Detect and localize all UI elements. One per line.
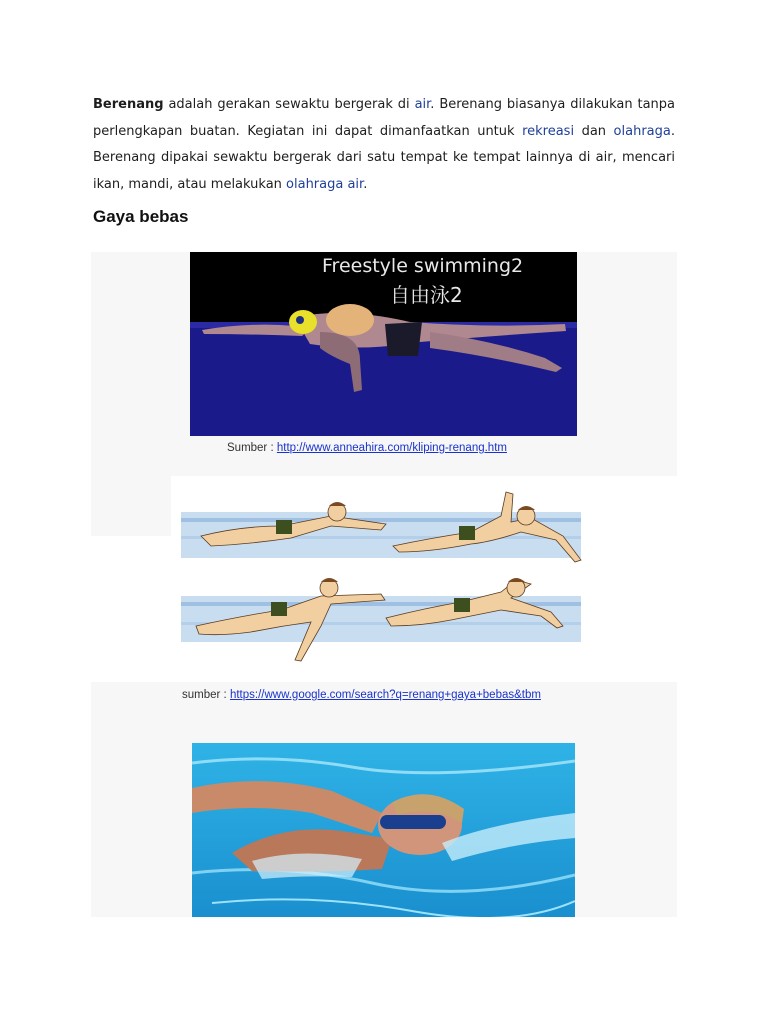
- swimmer-photo: [192, 743, 575, 917]
- figure2-source-link[interactable]: https://www.google.com/search?q=renang+gaya+bebas&tbm: [229, 689, 541, 701]
- figure1-caption: [227, 442, 507, 454]
- freestyle-sequence-illustration: [171, 476, 586, 679]
- paragraph-text-1: adalah gerakan sewaktu bergerak di: [163, 97, 415, 112]
- link-rekreasi[interactable]: rekreasi: [522, 123, 575, 139]
- intro-paragraph: [93, 92, 675, 198]
- freestyle-swimming-image: [190, 252, 577, 436]
- figure2-caption: [182, 689, 541, 701]
- term-berenang: Berenang: [93, 97, 164, 112]
- paragraph-text-2: . Berenang biasanya dilakukan tanpa perlengkapan buatan. Kegiatan ini dapat dimanfaatkan untuk: [93, 97, 675, 139]
- figure2-caption-prefix: sumber :: [182, 689, 230, 701]
- link-air[interactable]: air: [414, 97, 431, 112]
- paragraph-text-5: .: [363, 176, 368, 192]
- figure1-source-link[interactable]: http://www.anneahira.com/kliping-renang.htm: [276, 442, 507, 454]
- figure1-title-cn: 自由泳2: [390, 283, 463, 307]
- paragraph-text-3: dan: [574, 123, 614, 139]
- section-heading: Gaya bebas: [93, 207, 189, 226]
- figure1-panel-tail: [91, 476, 171, 536]
- paragraph-text-4: . Berenang dipakai sewaktu bergerak dari satu tempat ke tempat lainnya di air, mencari ikan, mandi, atau melakukan: [93, 123, 675, 192]
- figure1-caption-prefix: Sumber :: [227, 442, 277, 454]
- figure1-title-en: Freestyle swimming2: [322, 255, 524, 277]
- link-olahraga[interactable]: olahraga: [613, 123, 671, 139]
- link-olahraga-air[interactable]: olahraga air: [286, 176, 364, 192]
